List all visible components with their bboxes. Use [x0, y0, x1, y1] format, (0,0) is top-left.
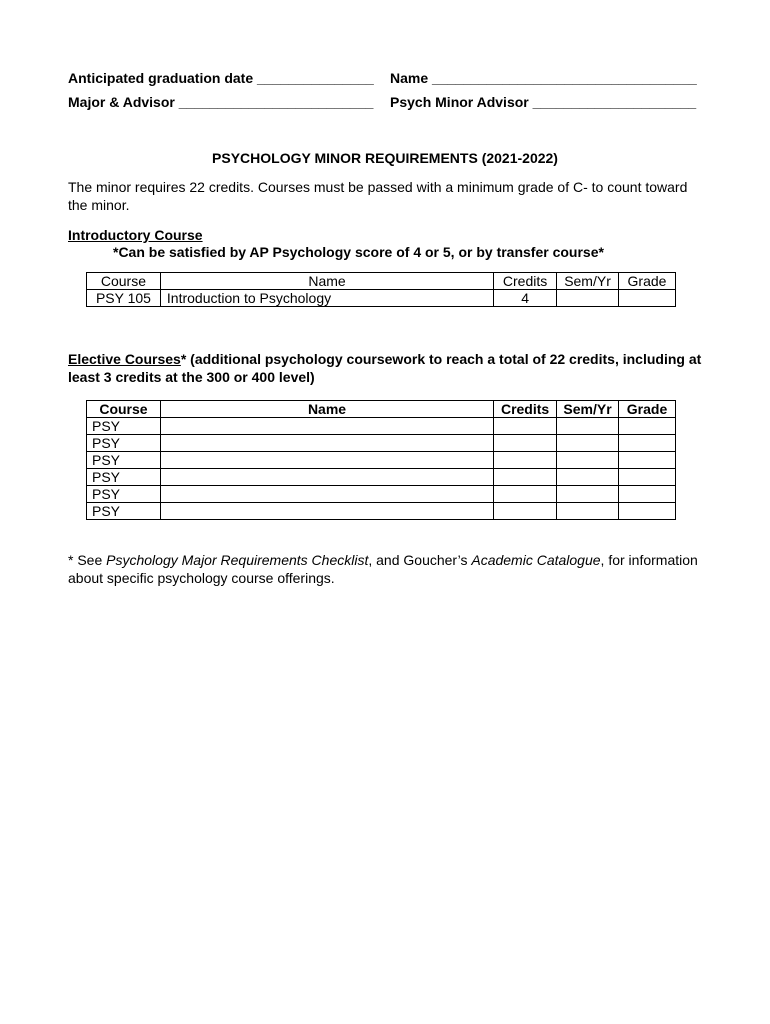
- course-cell: PSY: [87, 486, 161, 503]
- semyr-cell[interactable]: [557, 452, 619, 469]
- course-cell: PSY: [87, 418, 161, 435]
- semyr-cell[interactable]: [557, 486, 619, 503]
- semyr-cell[interactable]: [557, 418, 619, 435]
- table-row: [87, 435, 676, 452]
- footnote-ref-catalogue: Academic Catalogue: [471, 552, 601, 568]
- footnote-ref-checklist: Psychology Major Requirements Checklist: [106, 552, 369, 568]
- introductory-table: [86, 272, 676, 307]
- semyr-cell[interactable]: [557, 503, 619, 520]
- minor-advisor-label: Psych Minor Advisor: [390, 94, 529, 110]
- credits-cell[interactable]: [494, 452, 557, 469]
- graduation-date-field: [68, 70, 374, 86]
- course-name-cell[interactable]: [160, 435, 493, 452]
- credits-cell[interactable]: [494, 503, 557, 520]
- column-header-course: Course: [87, 273, 161, 290]
- elective-table: [86, 400, 676, 520]
- column-header-credits: Credits: [494, 273, 557, 290]
- column-header-course: Course: [87, 401, 161, 418]
- graduation-date-blank[interactable]: _______________: [257, 70, 374, 86]
- introductory-note: *Can be satisfied by AP Psychology score of 4 or 5, or by transfer course*: [113, 244, 604, 260]
- table-row: [87, 486, 676, 503]
- footnote: [68, 551, 708, 587]
- course-name-cell[interactable]: [160, 469, 493, 486]
- column-header-semyr: Sem/Yr: [557, 401, 619, 418]
- grade-cell[interactable]: [619, 435, 676, 452]
- column-header-name: Name: [160, 401, 493, 418]
- grade-cell[interactable]: [619, 503, 676, 520]
- course-name-cell: Introduction to Psychology: [160, 290, 493, 307]
- footnote-part1: * See: [68, 552, 107, 568]
- elective-heading-block: [68, 350, 708, 386]
- table-row: [87, 503, 676, 520]
- semyr-cell[interactable]: [557, 469, 619, 486]
- course-name-cell[interactable]: [160, 503, 493, 520]
- semyr-cell[interactable]: [557, 435, 619, 452]
- elective-heading-tail: * (additional psychology coursework to reach a total of 22 credits, including at least 3 credits at the 300 or 400 level): [68, 351, 702, 385]
- table-header-row: [87, 401, 676, 418]
- credits-cell: 4: [494, 290, 557, 307]
- table-row: [87, 452, 676, 469]
- name-field: [390, 70, 697, 86]
- footnote-part2: , and Goucher’s: [368, 552, 472, 568]
- credits-cell[interactable]: [494, 435, 557, 452]
- column-header-semyr: Sem/Yr: [557, 273, 619, 290]
- name-blank[interactable]: __________________________________: [432, 70, 697, 86]
- course-cell: PSY: [87, 503, 161, 520]
- name-label: Name: [390, 70, 429, 86]
- minor-advisor-field: [390, 94, 696, 110]
- course-cell: PSY: [87, 469, 161, 486]
- column-header-credits: Credits: [494, 401, 557, 418]
- footnote-part3: , for information about specific psychology course offerings.: [68, 552, 698, 586]
- major-advisor-field: [68, 94, 373, 110]
- column-header-grade: Grade: [619, 273, 676, 290]
- table-row: [87, 418, 676, 435]
- column-header-name: Name: [160, 273, 493, 290]
- introductory-heading: Introductory Course: [68, 227, 203, 243]
- course-name-cell[interactable]: [160, 418, 493, 435]
- grade-cell[interactable]: [619, 486, 676, 503]
- table-row: [87, 469, 676, 486]
- credits-cell[interactable]: [494, 486, 557, 503]
- graduation-date-label: Anticipated graduation date: [68, 70, 254, 86]
- table-header-row: [87, 273, 676, 290]
- major-advisor-label: Major & Advisor: [68, 94, 175, 110]
- semyr-cell[interactable]: [557, 290, 619, 307]
- column-header-grade: Grade: [619, 401, 676, 418]
- course-cell: PSY: [87, 452, 161, 469]
- grade-cell[interactable]: [619, 469, 676, 486]
- grade-cell[interactable]: [619, 290, 676, 307]
- major-advisor-blank[interactable]: _________________________: [178, 94, 374, 110]
- table-row: [87, 290, 676, 307]
- grade-cell[interactable]: [619, 452, 676, 469]
- intro-text: The minor requires 22 credits. Courses must be passed with a minimum grade of C- to count toward the minor.: [68, 179, 688, 213]
- course-cell: PSY 105: [87, 290, 161, 307]
- course-cell: PSY: [87, 435, 161, 452]
- course-name-cell[interactable]: [160, 452, 493, 469]
- credits-cell[interactable]: [494, 469, 557, 486]
- elective-heading: Elective Courses: [68, 351, 181, 367]
- minor-advisor-blank[interactable]: _____________________: [532, 94, 697, 110]
- credits-cell[interactable]: [494, 418, 557, 435]
- grade-cell[interactable]: [619, 418, 676, 435]
- course-name-cell[interactable]: [160, 486, 493, 503]
- page-title: PSYCHOLOGY MINOR REQUIREMENTS (2021-2022): [212, 150, 558, 166]
